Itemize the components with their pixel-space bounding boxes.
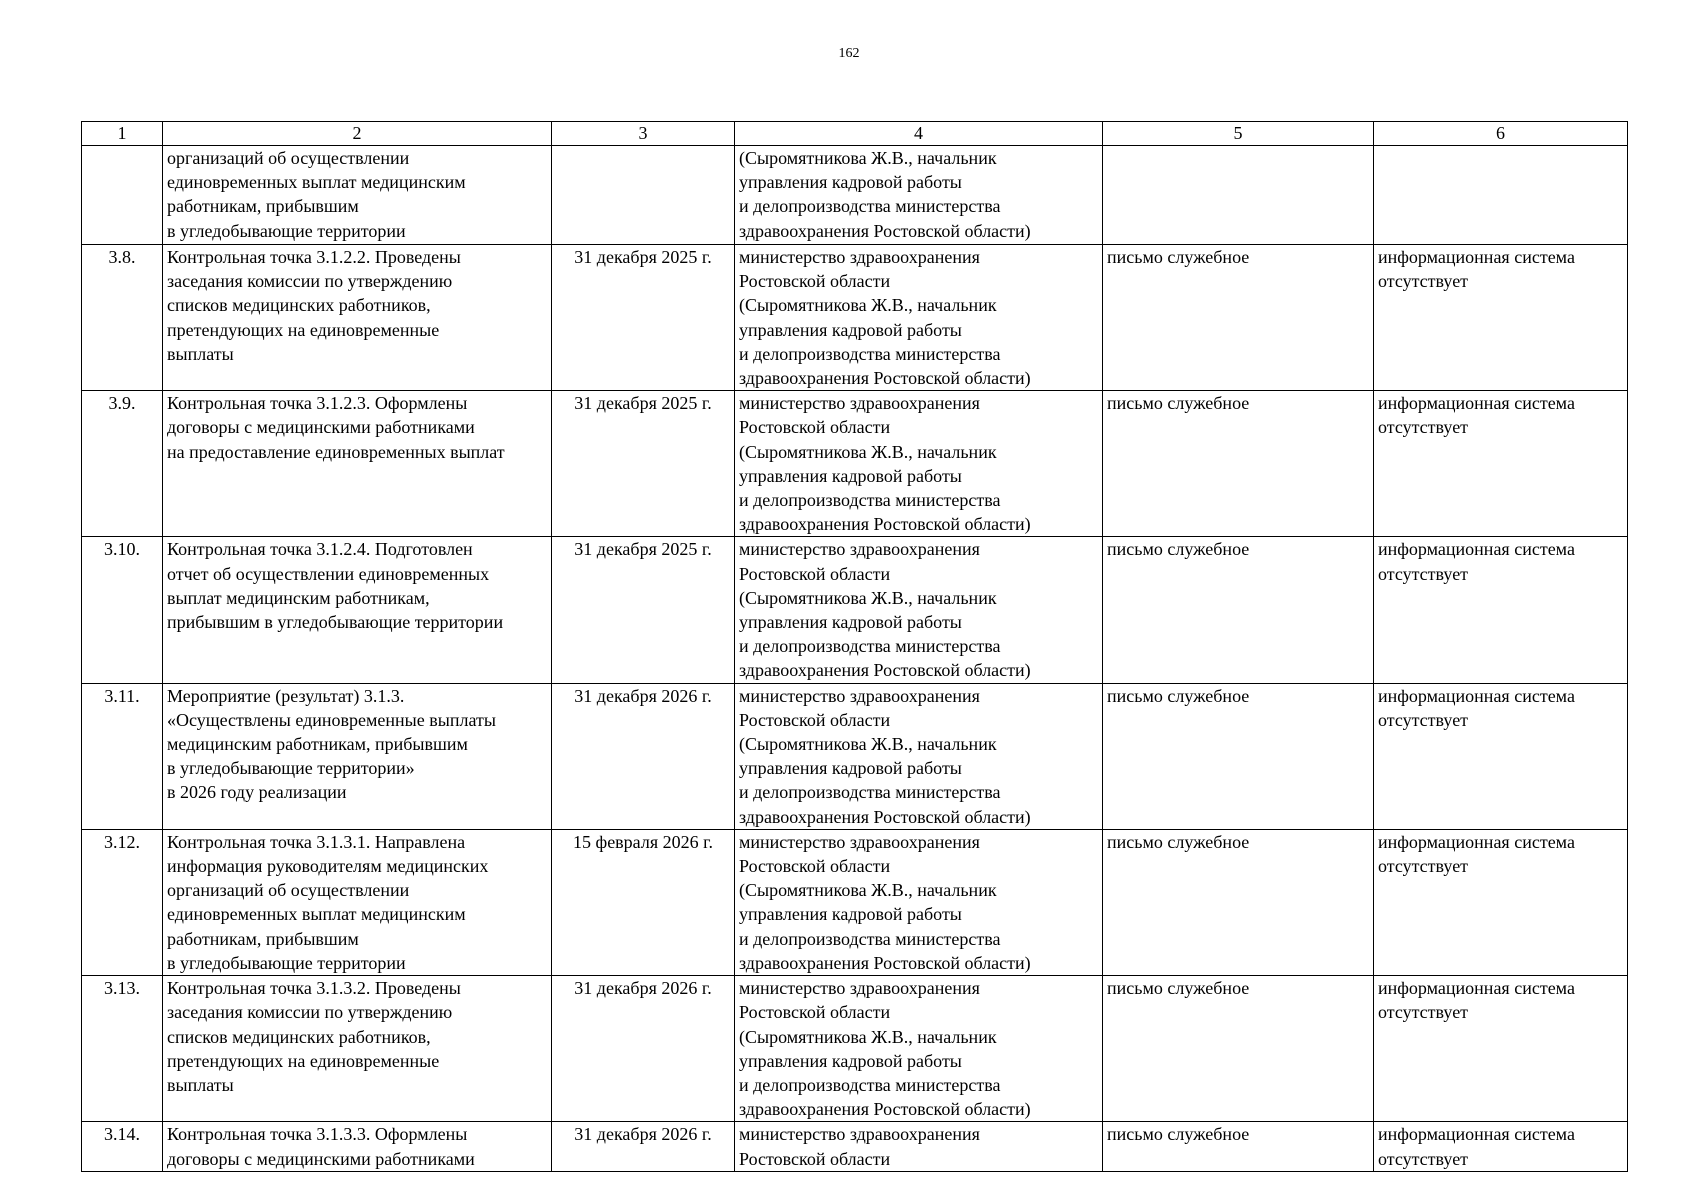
- row-number: 3.13.: [82, 976, 163, 1122]
- column-header-1: 1: [82, 122, 163, 146]
- responsible-party: министерство здравоохранения Ростовской области (Сыромятникова Ж.В., начальник управления кадровой работы и делопроизводства министерства здравоохранения Ростовской области): [735, 391, 1103, 537]
- deadline-date: 31 декабря 2025 г.: [552, 245, 735, 391]
- document-type: письмо служебное: [1103, 976, 1374, 1122]
- row-number: 3.12.: [82, 829, 163, 975]
- information-system: информационная система отсутствует: [1374, 537, 1628, 683]
- information-system: [1374, 146, 1628, 245]
- responsible-party: министерство здравоохранения Ростовской области: [735, 1122, 1103, 1172]
- document-type: [1103, 146, 1374, 245]
- deadline-date: 31 декабря 2025 г.: [552, 391, 735, 537]
- row-number: 3.8.: [82, 245, 163, 391]
- event-name: организаций об осуществлении единовременных выплат медицинским работникам, прибывшим в угледобывающие территории: [163, 146, 552, 245]
- deadline-date: 31 декабря 2025 г.: [552, 537, 735, 683]
- event-name: Контрольная точка 3.1.3.2. Проведены заседания комиссии по утверждению списков медицинских работников, претендующих на единовременные выплаты: [163, 976, 552, 1122]
- table-row: [82, 245, 1628, 391]
- document-type: письмо служебное: [1103, 537, 1374, 683]
- information-system: информационная система отсутствует: [1374, 829, 1628, 975]
- responsible-party: министерство здравоохранения Ростовской области (Сыромятникова Ж.В., начальник управления кадровой работы и делопроизводства министерства здравоохранения Ростовской области): [735, 245, 1103, 391]
- document-type: письмо служебное: [1103, 245, 1374, 391]
- deadline-date: 15 февраля 2026 г.: [552, 829, 735, 975]
- table-row: [82, 683, 1628, 829]
- deadline-date: 31 декабря 2026 г.: [552, 1122, 735, 1172]
- document-type: письмо служебное: [1103, 683, 1374, 829]
- event-name: Контрольная точка 3.1.2.3. Оформлены договоры с медицинскими работниками на предоставление единовременных выплат: [163, 391, 552, 537]
- document-type: письмо служебное: [1103, 829, 1374, 975]
- column-header-3: 3: [552, 122, 735, 146]
- row-number: 3.14.: [82, 1122, 163, 1172]
- row-number: 3.11.: [82, 683, 163, 829]
- deadline-date: [552, 146, 735, 245]
- deadline-date: 31 декабря 2026 г.: [552, 976, 735, 1122]
- document-type: письмо служебное: [1103, 1122, 1374, 1172]
- responsible-party: министерство здравоохранения Ростовской области (Сыромятникова Ж.В., начальник управления кадровой работы и делопроизводства министерства здравоохранения Ростовской области): [735, 976, 1103, 1122]
- event-name: Контрольная точка 3.1.2.4. Подготовлен отчет об осуществлении единовременных выплат медицинским работникам, прибывшим в угледобывающие территории: [163, 537, 552, 683]
- column-header-5: 5: [1103, 122, 1374, 146]
- information-system: информационная система отсутствует: [1374, 245, 1628, 391]
- row-number: [82, 146, 163, 245]
- event-name: Контрольная точка 3.1.3.1. Направлена информация руководителям медицинских организаций об осуществлении единовременных выплат медицинским работникам, прибывшим в угледобывающие территории: [163, 829, 552, 975]
- deadline-date: 31 декабря 2026 г.: [552, 683, 735, 829]
- information-system: информационная система отсутствует: [1374, 391, 1628, 537]
- responsible-party: министерство здравоохранения Ростовской области (Сыромятникова Ж.В., начальник управления кадровой работы и делопроизводства министерства здравоохранения Ростовской области): [735, 683, 1103, 829]
- table-row: [82, 1122, 1628, 1172]
- column-header-2: 2: [163, 122, 552, 146]
- information-system: информационная система отсутствует: [1374, 976, 1628, 1122]
- column-header-6: 6: [1374, 122, 1628, 146]
- information-system: информационная система отсутствует: [1374, 1122, 1628, 1172]
- event-name: Мероприятие (результат) 3.1.3. «Осуществлены единовременные выплаты медицинским работникам, прибывшим в угледобывающие территории» в 2026 году реализации: [163, 683, 552, 829]
- document-type: письмо служебное: [1103, 391, 1374, 537]
- page-number: 162: [838, 46, 860, 61]
- row-number: 3.10.: [82, 537, 163, 683]
- table-row: [82, 537, 1628, 683]
- control-points-table: [81, 121, 1628, 1172]
- responsible-party: (Сыромятникова Ж.В., начальник управления кадровой работы и делопроизводства министерства здравоохранения Ростовской области): [735, 146, 1103, 245]
- responsible-party: министерство здравоохранения Ростовской области (Сыромятникова Ж.В., начальник управления кадровой работы и делопроизводства министерства здравоохранения Ростовской области): [735, 537, 1103, 683]
- information-system: информационная система отсутствует: [1374, 683, 1628, 829]
- column-header-4: 4: [735, 122, 1103, 146]
- table-row: [82, 146, 1628, 245]
- responsible-party: министерство здравоохранения Ростовской области (Сыромятникова Ж.В., начальник управления кадровой работы и делопроизводства министерства здравоохранения Ростовской области): [735, 829, 1103, 975]
- event-name: Контрольная точка 3.1.2.2. Проведены заседания комиссии по утверждению списков медицинских работников, претендующих на единовременные выплаты: [163, 245, 552, 391]
- row-number: 3.9.: [82, 391, 163, 537]
- table-row: [82, 391, 1628, 537]
- column-number-row: [82, 122, 1628, 146]
- table-row: [82, 829, 1628, 975]
- event-name: Контрольная точка 3.1.3.3. Оформлены договоры с медицинскими работниками: [163, 1122, 552, 1172]
- table-row: [82, 976, 1628, 1122]
